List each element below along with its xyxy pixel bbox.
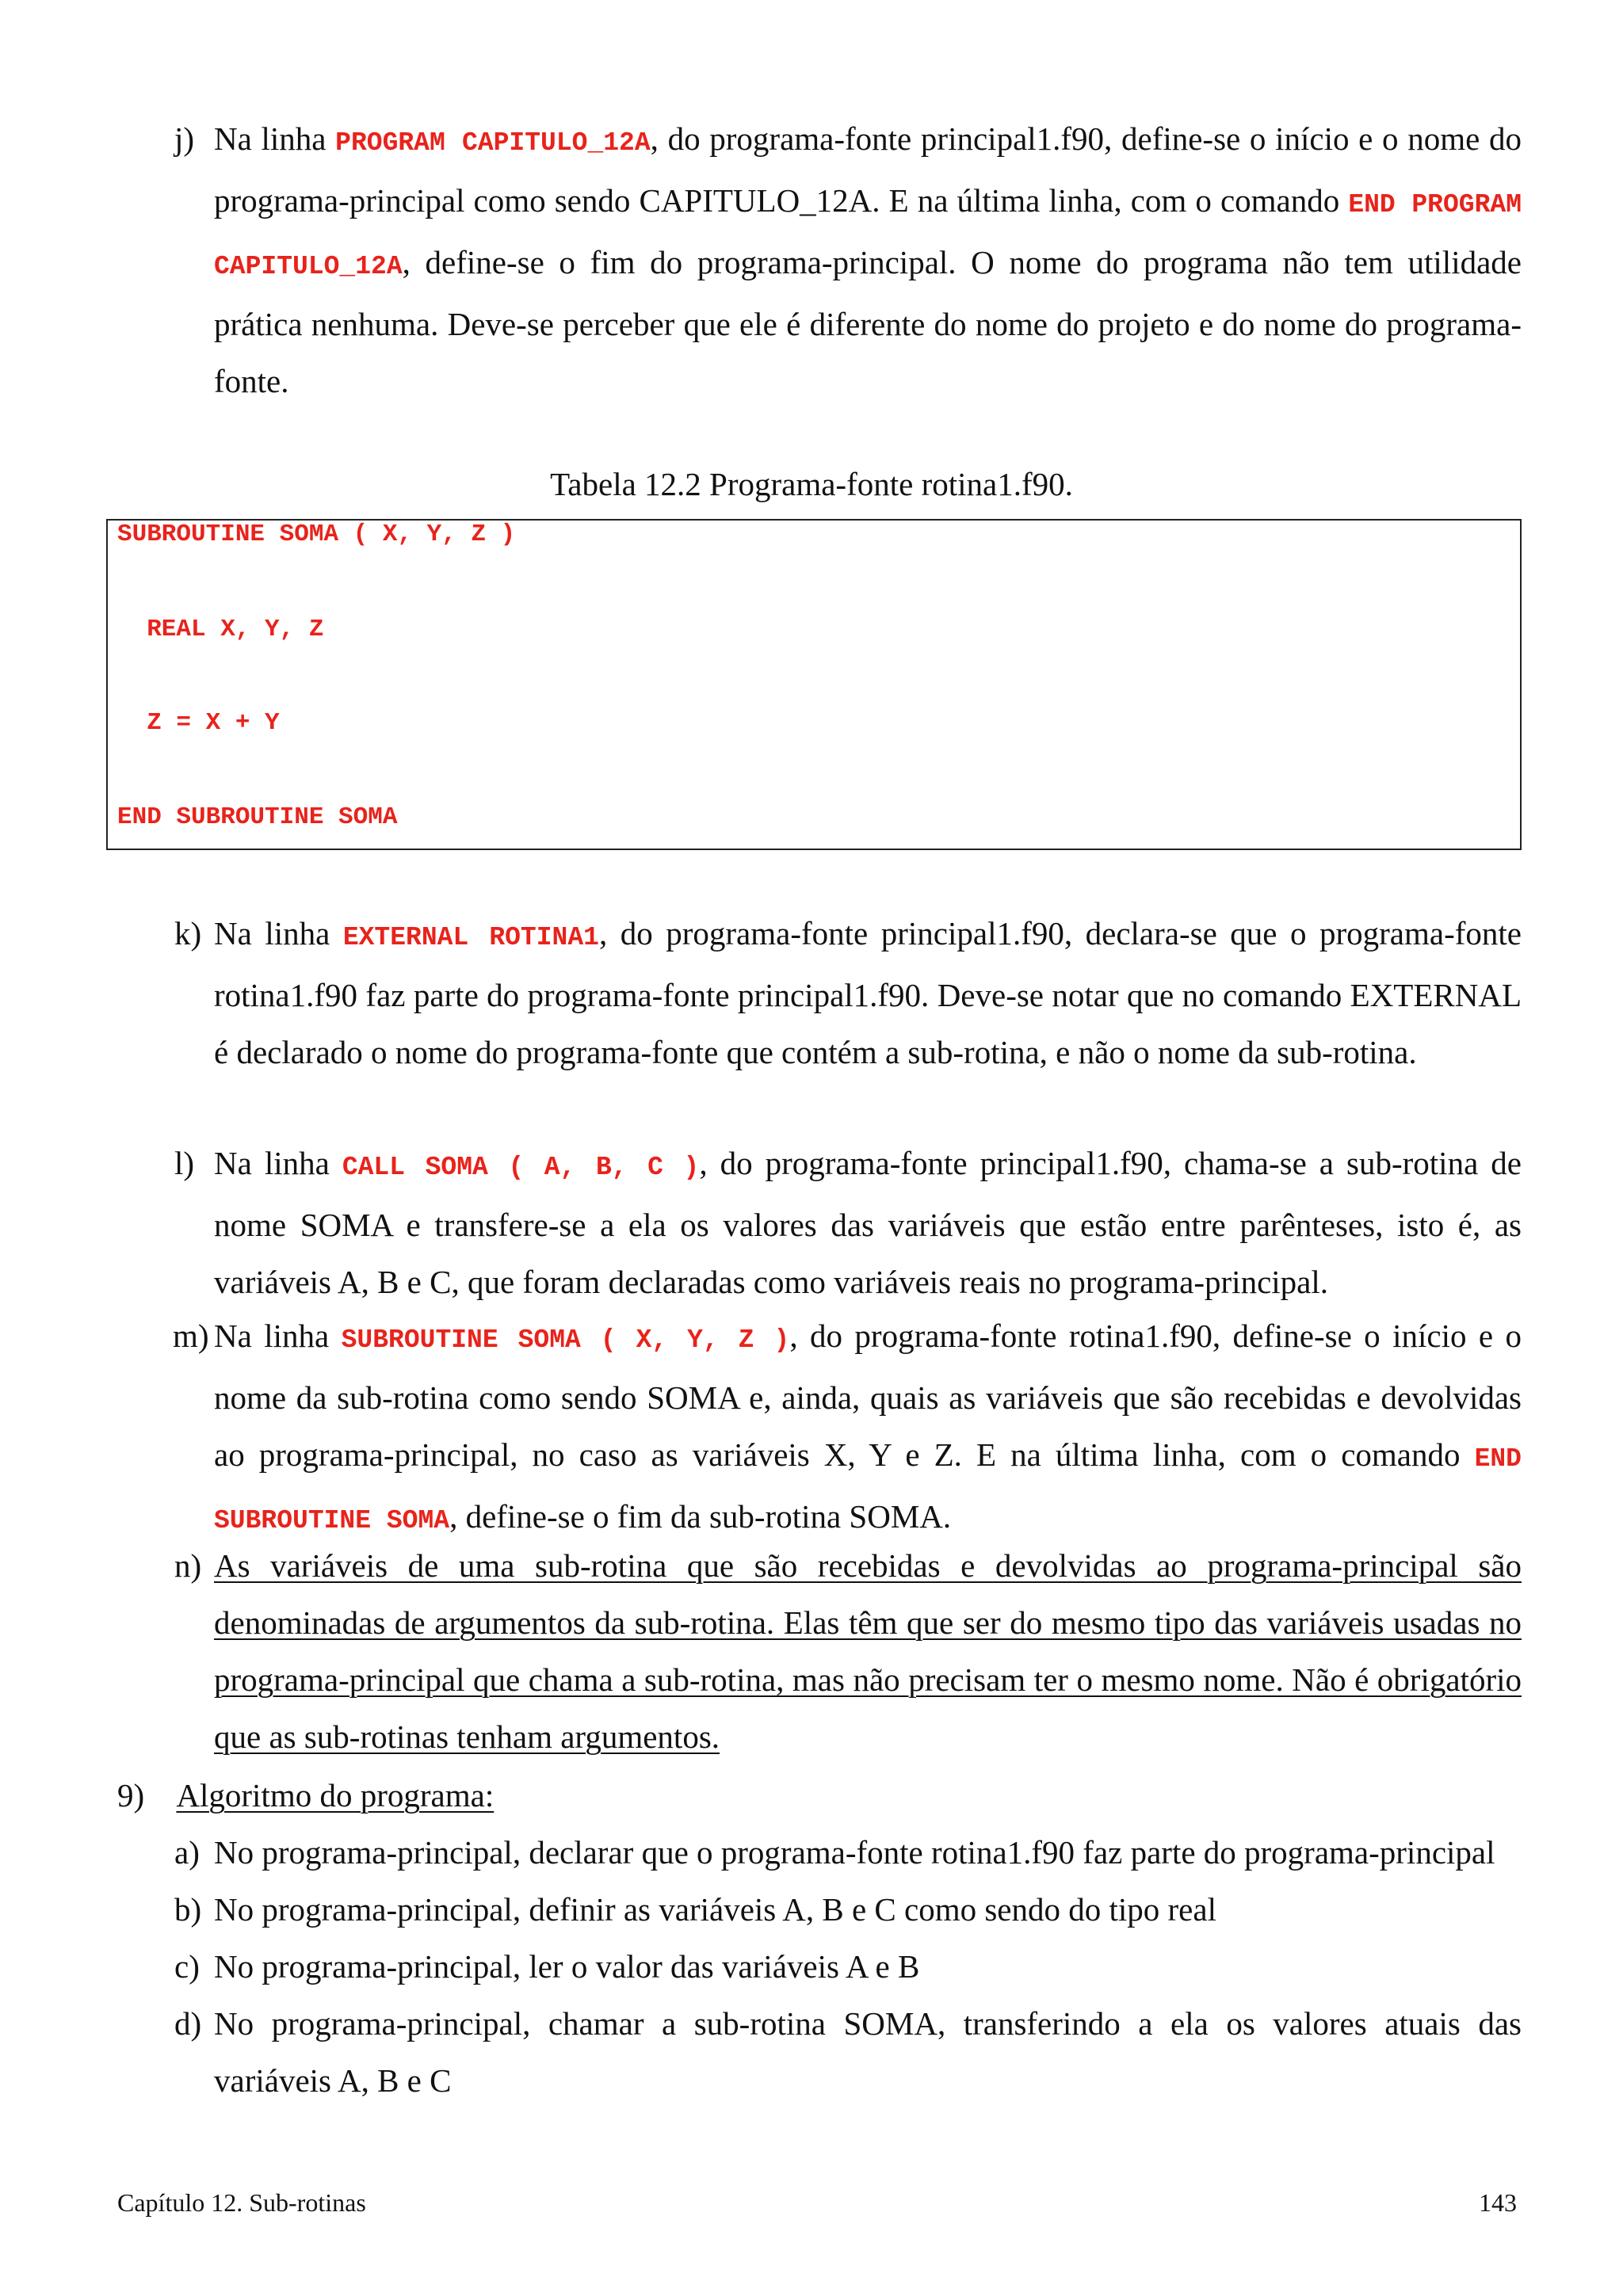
item-text: No programa-principal, chamar a sub-rotina SOMA, transferindo a ela os valores atuais das variáveis A, B e C bbox=[214, 2005, 1522, 2099]
item-marker: n) bbox=[174, 1547, 202, 1584]
inline-code: END SUBROUTINE SOMA bbox=[214, 1444, 1522, 1535]
item-marker: l) bbox=[174, 1145, 195, 1181]
code-line: SUBROUTINE SOMA ( X, Y, Z ) bbox=[117, 521, 516, 548]
code-line: Z = X + Y bbox=[117, 709, 280, 737]
item-text: No programa-principal, definir as variáveis A, B e C como sendo do tipo real bbox=[214, 1891, 1216, 1928]
inline-code: END PROGRAM CAPITULO_12A bbox=[214, 190, 1522, 281]
item-text: Na linha bbox=[214, 1145, 342, 1181]
code-line: END SUBROUTINE SOMA bbox=[117, 803, 398, 831]
algorithm-step-a bbox=[174, 1824, 1522, 1881]
algorithm-step-c bbox=[174, 1938, 1522, 1995]
item-text: No programa-principal, declarar que o programa-fonte rotina1.f90 faz parte do programa-principal bbox=[214, 1834, 1495, 1871]
item-text: Na linha bbox=[214, 120, 336, 157]
paragraph-item-j bbox=[174, 110, 1522, 410]
item-text: , do programa-fonte principal1.f90, define-se o início e o nome do programa-principal como sendo CAPITULO_12A. E na última linha, com o comando bbox=[214, 120, 1522, 219]
item-marker: k) bbox=[174, 915, 202, 952]
item-marker: m) bbox=[173, 1318, 209, 1354]
item-text: , define-se o fim da sub-rotina SOMA. bbox=[449, 1498, 952, 1535]
item-text: , define-se o fim do programa-principal. O nome do programa não tem utilidade prática nenhuma. Deve-se perceber que ele é diferente do nome do projeto e do nome do programa-fonte. bbox=[214, 244, 1522, 399]
paragraph-item-n bbox=[174, 1537, 1522, 1765]
item-text: Na linha bbox=[214, 1318, 342, 1354]
code-table bbox=[106, 519, 1522, 850]
algorithm-step-d bbox=[174, 1995, 1522, 2109]
underlined-text: As variáveis de uma sub-rotina que são recebidas e devolvidas ao programa-principal são denominadas de argumentos da sub-rotina. Elas têm que ser do mesmo tipo das variáveis usadas no programa-principal que chama a sub-rotina, mas não precisam ter o mesmo nome. Não é obrigatório que as sub-rotinas tenham argumentos. bbox=[214, 1547, 1522, 1755]
inline-code: SUBROUTINE SOMA ( X, Y, Z ) bbox=[341, 1325, 790, 1355]
table-caption: Tabela 12.2 Programa-fonte rotina1.f90. bbox=[550, 466, 1073, 502]
paragraph-item-k bbox=[174, 905, 1522, 1081]
item-marker: d) bbox=[174, 2005, 202, 2042]
section-heading bbox=[117, 1767, 494, 1824]
item-text: , do programa-fonte principal1.f90, chama-se a sub-rotina de nome SOMA e transfere-se a ela os valores das variáveis que estão entre parênteses, isto é, as variáveis A, B e C, que foram declaradas como variáveis reais no programa-principal. bbox=[214, 1145, 1522, 1300]
paragraph-item-l bbox=[174, 1135, 1522, 1310]
item-marker: a) bbox=[174, 1834, 200, 1871]
item-text: , do programa-fonte rotina1.f90, define-se o início e o nome da sub-rotina como sendo SOMA e, ainda, quais as variáveis que são recebidas e devolvidas ao programa-principal, no caso as variáveis X, Y e Z. E na última linha, com o comando bbox=[214, 1318, 1522, 1473]
item-marker: b) bbox=[174, 1891, 202, 1928]
item-marker: j) bbox=[174, 120, 195, 157]
footer-page-number: 143 bbox=[1479, 2188, 1517, 2217]
paragraph-item-m bbox=[173, 1307, 1522, 1550]
item-text: No programa-principal, ler o valor das variáveis A e B bbox=[214, 1948, 920, 1985]
item-text: , do programa-fonte principal1.f90, declara-se que o programa-fonte rotina1.f90 faz parte do programa-fonte principal1.f90. Deve-se notar que no comando EXTERNAL é declarado o nome do programa-fonte que contém a sub-rotina, e não o nome da sub-rotina. bbox=[214, 915, 1522, 1070]
item-marker: c) bbox=[174, 1948, 200, 1985]
inline-code: EXTERNAL ROTINA1 bbox=[342, 923, 599, 952]
footer-chapter: Capítulo 12. Sub-rotinas bbox=[117, 2188, 366, 2217]
section-title: Algoritmo do programa: bbox=[176, 1777, 495, 1814]
section-number: 9) bbox=[117, 1777, 145, 1814]
inline-code: PROGRAM CAPITULO_12A bbox=[335, 128, 651, 158]
algorithm-step-b bbox=[174, 1881, 1522, 1938]
code-line: REAL X, Y, Z bbox=[117, 616, 324, 643]
inline-code: CALL SOMA ( A, B, C ) bbox=[342, 1153, 700, 1182]
item-text: Na linha bbox=[214, 915, 343, 952]
